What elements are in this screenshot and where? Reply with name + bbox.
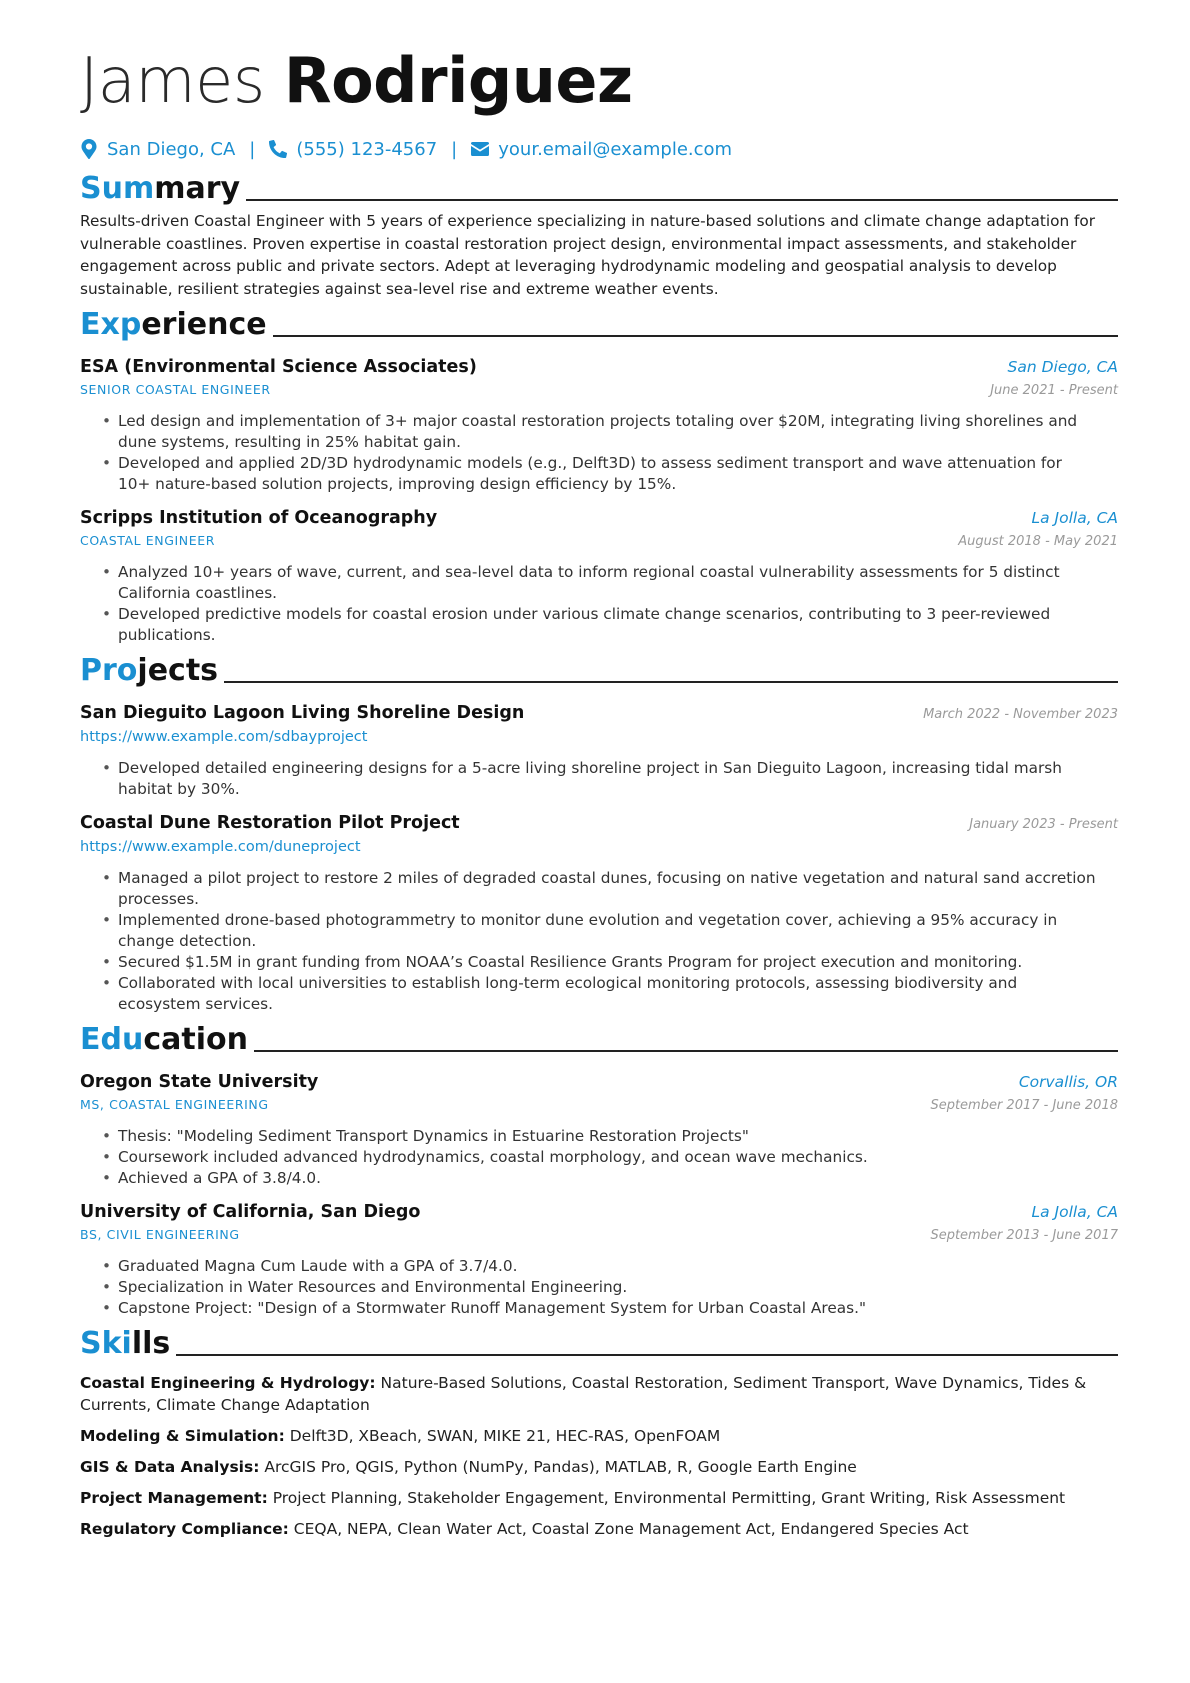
summary-section xyxy=(80,168,1118,300)
section-title: Education xyxy=(80,1022,248,1057)
education-entry xyxy=(80,1199,1118,1319)
skill-category: Coastal Engineering & Hydrology: xyxy=(80,1374,376,1392)
section-title: Experience xyxy=(80,307,267,342)
job-location: La Jolla, CA xyxy=(1031,509,1118,527)
degree: MS, COASTAL ENGINEERING xyxy=(80,1097,269,1112)
bullet-list xyxy=(80,758,1118,800)
contact-separator: | xyxy=(451,138,458,160)
project-dates: January 2023 - Present xyxy=(969,817,1118,832)
project-link[interactable]: https://www.example.com/duneproject xyxy=(80,839,361,855)
bullet-item: • Implemented drone-based photogrammetry to monitor dune evolution and vegetation cover, achieving a 95% accuracy in change detection. xyxy=(118,910,1118,952)
school-name: University of California, San Diego xyxy=(80,1202,421,1222)
section-heading xyxy=(80,1019,1118,1059)
experience-entry xyxy=(80,354,1118,495)
bullet-item: • Developed predictive models for coastal erosion under various climate change scenarios, contributing to 3 peer-reviewed publications. xyxy=(118,604,1118,646)
job-location: San Diego, CA xyxy=(1007,358,1118,376)
section-title: Projects xyxy=(80,653,219,688)
skill-row xyxy=(80,1456,1118,1478)
envelope-icon xyxy=(471,139,489,159)
map-marker-icon xyxy=(80,139,98,159)
bullet-item: • Capstone Project: "Design of a Stormwater Runoff Management System for Urban Coastal Areas." xyxy=(118,1298,1118,1319)
project-link[interactable]: https://www.example.com/sdbayproject xyxy=(80,729,368,745)
bullet-item: • Led design and implementation of 3+ major coastal restoration projects totaling over $20M, integrating living shorelines and dune systems, resulting in 25% habitat gain. xyxy=(118,411,1118,453)
section-heading xyxy=(80,304,1118,344)
contact-bar xyxy=(80,134,1118,164)
bullet-list xyxy=(80,868,1118,1015)
resume-page xyxy=(80,40,1118,1540)
phone-text: (555) 123-4567 xyxy=(296,138,438,160)
skill-list: ArcGIS Pro, QGIS, Python (NumPy, Pandas), MATLAB, R, Google Earth Engine xyxy=(264,1458,857,1476)
project-name: San Dieguito Lagoon Living Shoreline Design xyxy=(80,703,525,723)
summary-text: Results-driven Coastal Engineer with 5 years of experience specializing in nature-based solutions and climate change adaptation for vulnerable coastlines. Proven expertise in coastal restoration project design, environmental impact assessments, and stakeholder engagement across public and private sectors. Adept at leveraging hydrodynamic modeling and geospatial analysis to develop sustainable, resilient strategies against sea-level rise and extreme weather events. xyxy=(80,212,1096,298)
first-name: James xyxy=(80,44,265,117)
project-entry xyxy=(80,700,1118,800)
skill-category: Modeling & Simulation: xyxy=(80,1427,285,1445)
skill-list: Project Planning, Stakeholder Engagement, Environmental Permitting, Grant Writing, Risk Assessment xyxy=(272,1489,1066,1507)
skills-section xyxy=(80,1323,1118,1540)
job-dates: August 2018 - May 2021 xyxy=(958,534,1118,549)
bullet-item: • Collaborated with local universities to establish long-term ecological monitoring protocols, assessing biodiversity and ecosystem services. xyxy=(118,973,1118,1015)
education-section xyxy=(80,1019,1118,1319)
section-heading xyxy=(80,1323,1118,1363)
skill-row xyxy=(80,1487,1118,1509)
last-name: Rodriguez xyxy=(283,44,633,117)
skill-row xyxy=(80,1372,1118,1416)
section-divider xyxy=(224,681,1118,683)
section-divider xyxy=(273,335,1118,337)
contact-separator: | xyxy=(249,138,256,160)
contact-email[interactable] xyxy=(471,139,732,160)
section-divider xyxy=(176,1354,1118,1356)
bullet-item: • Analyzed 10+ years of wave, current, and sea-level data to inform regional coastal vulnerability assessments for 5 distinct California coastlines. xyxy=(118,562,1118,604)
bullet-list xyxy=(80,562,1118,646)
school-location: Corvallis, OR xyxy=(1018,1073,1118,1091)
section-heading xyxy=(80,168,1118,208)
bullet-item: • Specialization in Water Resources and Environmental Engineering. xyxy=(118,1277,1118,1298)
bullet-item: • Secured $1.5M in grant funding from NOAA’s Coastal Resilience Grants Program for project execution and monitoring. xyxy=(118,952,1118,973)
section-title: Summary xyxy=(80,171,241,206)
project-name: Coastal Dune Restoration Pilot Project xyxy=(80,813,460,833)
bullet-item: • Managed a pilot project to restore 2 miles of degraded coastal dunes, focusing on native vegetation and natural sand accretion processes. xyxy=(118,868,1118,910)
bullet-item: • Graduated Magna Cum Laude with a GPA of 3.7/4.0. xyxy=(118,1256,1118,1277)
project-entry xyxy=(80,810,1118,1015)
job-dates: June 2021 - Present xyxy=(990,383,1118,398)
education-dates: September 2013 - June 2017 xyxy=(930,1228,1118,1243)
employer-name: Scripps Institution of Oceanography xyxy=(80,508,438,528)
bullet-item: • Developed detailed engineering designs for a 5-acre living shoreline project in San Dieguito Lagoon, increasing tidal marsh habitat by 30%. xyxy=(118,758,1118,800)
experience-section xyxy=(80,304,1118,646)
degree: BS, CIVIL ENGINEERING xyxy=(80,1227,240,1242)
bullet-list xyxy=(80,1256,1118,1319)
bullet-item: • Developed and applied 2D/3D hydrodynamic models (e.g., Delft3D) to assess sediment transport and wave attenuation for 10+ nature-based solution projects, improving design efficiency by 15%. xyxy=(118,453,1118,495)
section-divider xyxy=(254,1050,1118,1052)
job-title: SENIOR COASTAL ENGINEER xyxy=(80,382,271,397)
bullet-item: • Thesis: "Modeling Sediment Transport Dynamics in Estuarine Restoration Projects" xyxy=(118,1126,1118,1147)
experience-entry xyxy=(80,505,1118,646)
skill-category: GIS & Data Analysis: xyxy=(80,1458,260,1476)
skill-list: Delft3D, XBeach, SWAN, MIKE 21, HEC-RAS, OpenFOAM xyxy=(289,1427,721,1445)
bullet-list xyxy=(80,1126,1118,1189)
skill-category: Regulatory Compliance: xyxy=(80,1520,289,1538)
skill-row xyxy=(80,1518,1118,1540)
skill-list: Nature-Based Solutions, Coastal Restoration, Sediment Transport, Wave Dynamics, Tides & Currents, Climate Change Adaptation xyxy=(80,1374,1087,1414)
employer-name: ESA (Environmental Science Associates) xyxy=(80,357,477,377)
project-dates: March 2022 - November 2023 xyxy=(923,707,1118,722)
bullet-item: • Achieved a GPA of 3.8/4.0. xyxy=(118,1168,1118,1189)
school-name: Oregon State University xyxy=(80,1072,319,1092)
section-heading xyxy=(80,650,1118,690)
bullet-item: • Coursework included advanced hydrodynamics, coastal morphology, and ocean wave mechanics. xyxy=(118,1147,1118,1168)
section-title: Skills xyxy=(80,1326,171,1361)
projects-section xyxy=(80,650,1118,1015)
candidate-name xyxy=(80,40,1118,124)
skill-list: CEQA, NEPA, Clean Water Act, Coastal Zone Management Act, Endangered Species Act xyxy=(293,1520,969,1538)
job-title: COASTAL ENGINEER xyxy=(80,533,216,548)
contact-location xyxy=(80,139,235,160)
section-divider xyxy=(246,199,1118,201)
skill-row xyxy=(80,1425,1118,1447)
school-location: La Jolla, CA xyxy=(1031,1203,1118,1221)
skill-category: Project Management: xyxy=(80,1489,268,1507)
education-dates: September 2017 - June 2018 xyxy=(930,1098,1118,1113)
location-text: San Diego, CA xyxy=(107,138,236,160)
email-text: your.email@example.com xyxy=(498,138,733,160)
education-entry xyxy=(80,1069,1118,1189)
contact-phone[interactable] xyxy=(269,139,437,160)
bullet-list xyxy=(80,411,1118,495)
phone-icon xyxy=(269,139,287,159)
